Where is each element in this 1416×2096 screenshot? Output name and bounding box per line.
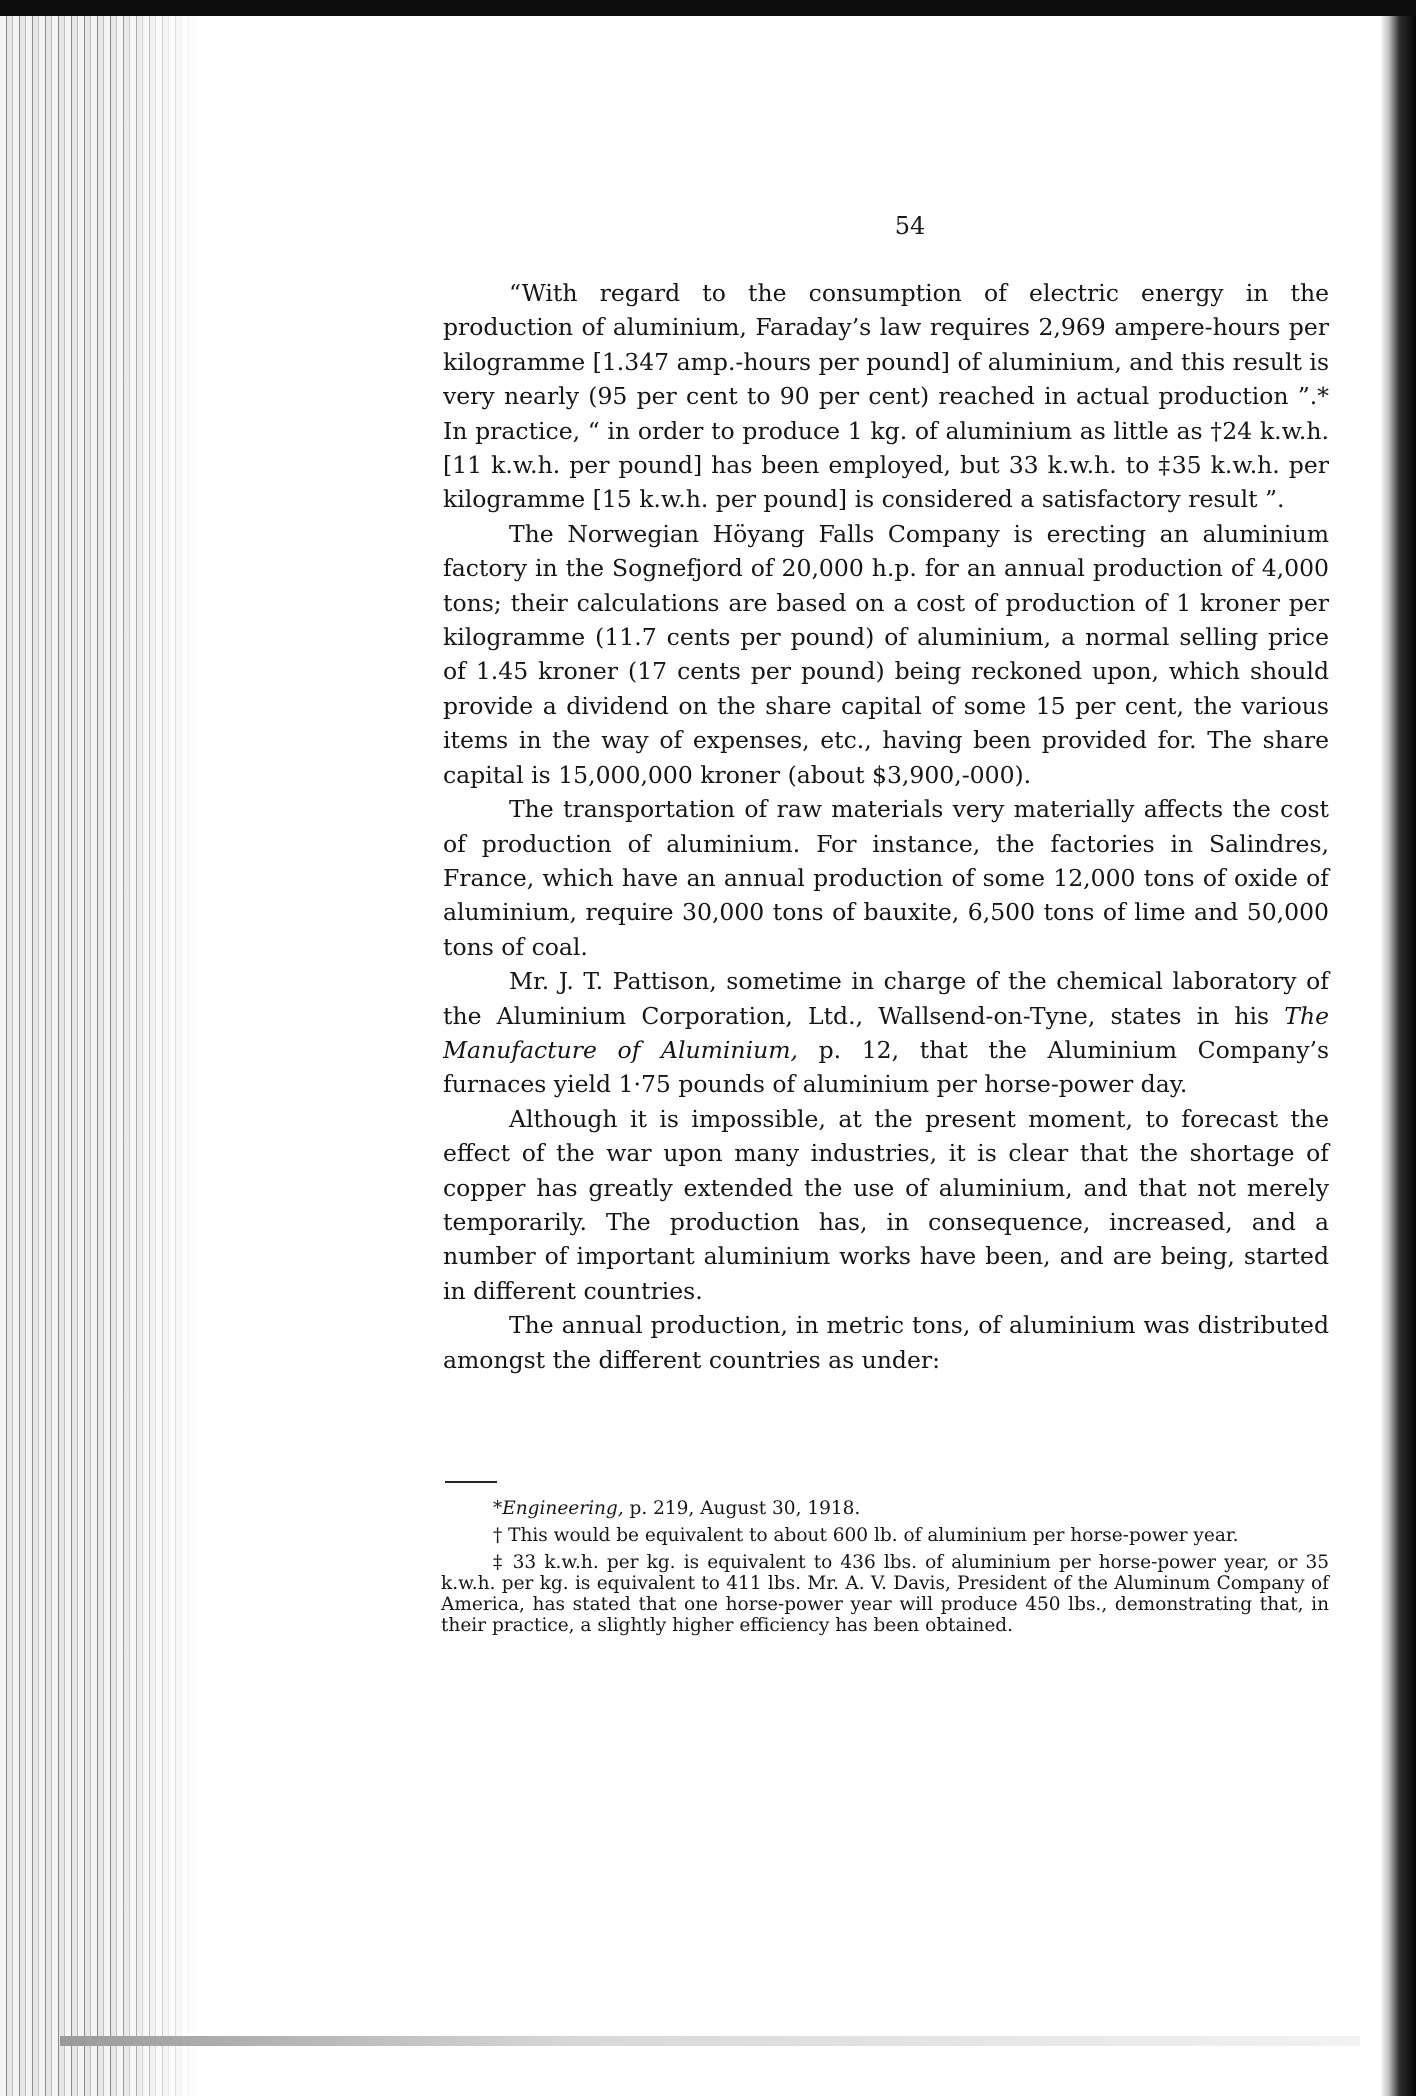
paragraph-pattison [443,964,1329,1102]
paragraph-hoyang-falls: The Norwegian Höyang Falls Company is erecting an aluminium factory in the Sognefjord of 20,000 h.p. for an annual production of 4,000 tons; their calculations are based on a cost of production of 1 kroner per kilogramme (11.7 cents per pound) of aluminium, a normal selling price of 1.45 kroner (17 cents per pound) being reckoned upon, which should provide a dividend on the share capital of some 15 per cent, the various items in the way of expenses, etc., having been provided for. The share capital is 15,000,000 kroner (about $3,900,-000). [443,519,1329,789]
paragraph-annual-production: The annual production, in metric tons, of aluminium was distributed amongst the different countries as under: [443,1311,1329,1374]
footnote-dagger: † This would be equivalent to about 600 lb. of aluminium per horse-power year. [493,1525,1239,1546]
paragraph-war-effect: Although it is impossible, at the present moment, to forecast the effect of the war upon many industries, it is clear that the shortage of copper has greatly extended the use of aluminium, and that not merely temporarily. The production has, in consequence, increased, and a number of important aluminium works have been, and are being, started in different countries. [443,1104,1329,1305]
book-title: The Manufacture of Aluminium, [443,1001,1329,1064]
body-text [443,276,1329,1377]
footnotes [441,1498,1329,1642]
paragraph-transportation: The transportation of raw materials very materially affects the cost of production of aluminium. For instance, the factories in Salindres, France, which have an annual production of some 12,000 tons of oxide of aluminium, require 30,000 tons of bauxite, 6,500 tons of lime and 50,000 tons of coal. [443,795,1329,961]
footnote-star-rest: p. 219, August 30, 1918. [623,1498,861,1519]
page-stack-edge [0,16,200,2096]
footnote-rule [445,1481,497,1483]
pattison-text-after: p. 12, that the Aluminium Company’s furnaces yield 1·75 pounds of aluminium per horse-power day. [443,1035,1329,1099]
footnote-double-dagger: ‡ 33 k.w.h. per kg. is equivalent to 436 lbs. of aluminium per horse-power year, or 35 k.w.h. per kg. is equivalent to 411 lbs. Mr. A. V. Davis, President of the Aluminum Company of America, has stated that one horse-power year will produce 450 lbs., demonstrating that, in their practice, a slightly higher efficiency has been obtained. [441,1552,1329,1636]
page-stack-bottom-edge [60,2036,1360,2046]
footnote-star [441,1498,1329,1519]
pattison-text-before: Mr. J. T. Pattison, sometime in charge of the chemical laboratory of the Aluminium Corporation, Ltd., Wallsend-on-Tyne, states in his [443,967,1329,1030]
page-number: 54 [894,212,926,240]
footnote-source-title: Engineering, [502,1498,624,1519]
book-spine-shadow [1380,16,1416,2096]
paragraph-faraday-quote: “With regard to the consumption of electric energy in the production of aluminium, Faraday’s law requires 2,969 ampere-hours per kilogramme [1.347 amp.-hours per pound] of aluminium, and this result is very nearly (95 per cent to 90 per cent) reached in actual production ”.* In practice, “ in order to produce 1 kg. of aluminium as little as †24 k.w.h. [11 k.w.h. per pound] has been employed, but 33 k.w.h. to ‡35 k.w.h. per kilogramme [15 k.w.h. per pound] is considered a satisfactory result ”. [443,279,1329,514]
scan-top-edge [0,0,1416,16]
footnote-star-mark: * [493,1498,503,1519]
